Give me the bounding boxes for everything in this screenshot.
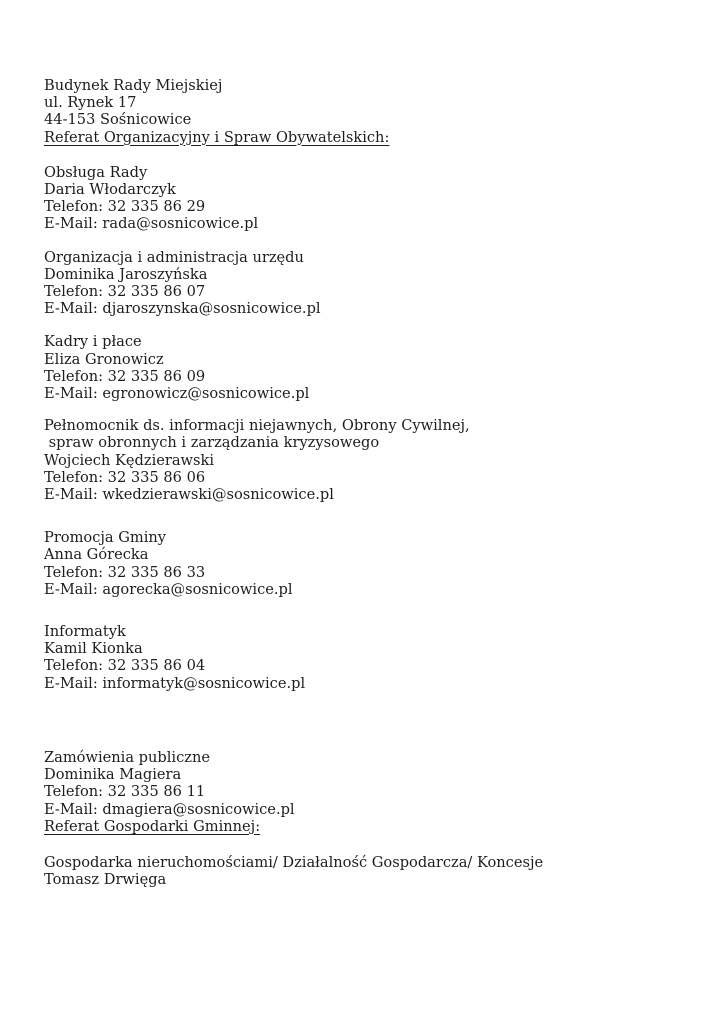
phone-line: Telefon: 32 335 86 04 [44, 657, 206, 675]
email-line: E-Mail: egronowicz@sosnicowice.pl [44, 385, 310, 403]
department-name-line-1: Pełnomocnik ds. informacji niejawnych, Obrony Cywilnej, [44, 417, 470, 435]
person-name: Kamil Kionka [44, 640, 143, 658]
person-name: Eliza Gronowicz [44, 350, 164, 368]
email-line: E-Mail: rada@sosnicowice.pl [44, 215, 259, 233]
contact-entry-informatyk [44, 623, 684, 692]
phone-line: Telefon: 32 335 86 29 [44, 198, 206, 216]
section-title-referat-organizacyjny: Referat Organizacyjny i Spraw Obywatelskich: [44, 128, 390, 146]
phone-line: Telefon: 32 335 86 07 [44, 283, 206, 301]
address-street-line: ul. Rynek 17 [44, 94, 137, 112]
contact-entry-obsluga-rady [44, 164, 684, 233]
phone-line: Telefon: 32 335 86 09 [44, 367, 206, 385]
email-line: E-Mail: dmagiera@sosnicowice.pl [44, 800, 295, 818]
contact-entry-organizacja-administracja [44, 249, 684, 318]
department-name: Organizacja i administracja urzędu [44, 248, 304, 266]
email-line: E-Mail: informatyk@sosnicowice.pl [44, 674, 306, 692]
department-name: Informatyk [44, 623, 126, 641]
department-name: Gospodarka nieruchomościami/ Działalność Gospodarcza/ Koncesje [44, 853, 544, 871]
email-line: E-Mail: djaroszynska@sosnicowice.pl [44, 300, 321, 318]
contact-entry-kadry-i-place [44, 333, 684, 402]
contact-entry-pelnomocnik [44, 417, 684, 503]
person-name: Wojciech Kędzierawski [44, 451, 215, 469]
contact-entry-promocja-gminy [44, 529, 684, 598]
department-name: Zamówienia publiczne [44, 748, 210, 766]
person-name: Anna Górecka [44, 546, 149, 564]
person-name: Tomasz Drwięga [44, 871, 167, 889]
department-name: Obsługa Rady [44, 163, 148, 181]
phone-line: Telefon: 32 335 86 06 [44, 468, 206, 486]
email-line: E-Mail: wkedzierawski@sosnicowice.pl [44, 486, 334, 504]
department-name-line-2: spraw obronnych i zarządzania kryzysowego [44, 434, 380, 452]
phone-line: Telefon: 32 335 86 11 [44, 783, 206, 801]
person-name: Dominika Magiera [44, 766, 182, 784]
section-title-referat-gospodarki: Referat Gospodarki Gminnej: [44, 817, 261, 835]
email-line: E-Mail: agorecka@sosnicowice.pl [44, 580, 293, 598]
person-name: Daria Włodarczyk [44, 181, 176, 199]
office-address-block [44, 77, 684, 129]
contact-entry-zamowienia-publiczne [44, 749, 684, 818]
department-name: Kadry i płace [44, 333, 142, 351]
address-building-line: Budynek Rady Miejskiej [44, 77, 223, 94]
phone-line: Telefon: 32 335 86 33 [44, 563, 206, 581]
person-name: Dominika Jaroszyńska [44, 265, 208, 283]
contact-entry-gospodarka-nieruchomosciami [44, 854, 684, 888]
address-city-line: 44-153 Sośnicowice [44, 111, 192, 129]
department-name: Promocja Gminy [44, 529, 167, 547]
